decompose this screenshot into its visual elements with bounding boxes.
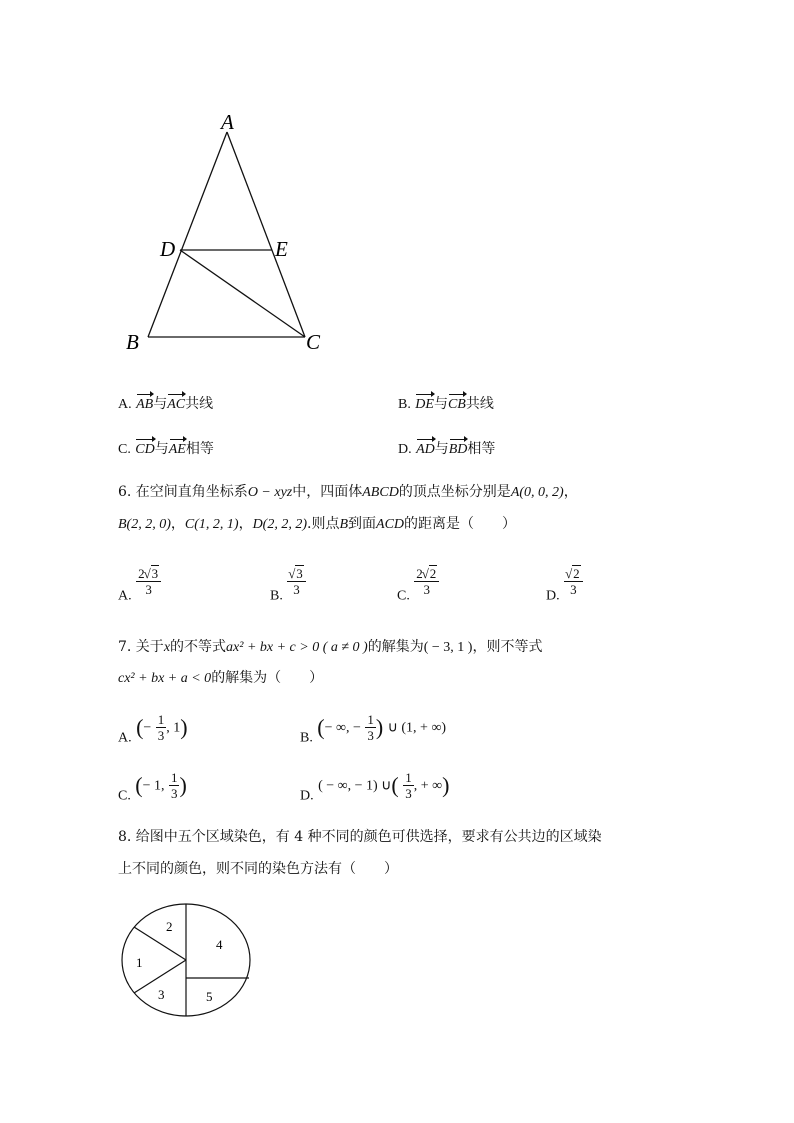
q6-tetrahedron: ABCD [362, 485, 399, 500]
denominator: 3 [423, 582, 431, 597]
q5-option-b [398, 393, 494, 415]
coefficient: 2 [138, 566, 145, 581]
q6-text: ， [238, 516, 253, 532]
q5-option-a [118, 393, 213, 415]
q6-point-b: B(2, 2, 0) [118, 517, 171, 532]
q6-text: 到面 [348, 516, 377, 532]
option-letter: D. [398, 442, 412, 457]
q6-coordinate-system: O − xyz [247, 485, 293, 500]
denominator: 3 [170, 786, 178, 801]
fraction [403, 770, 414, 801]
q6-fraction: 2 √ 2 3 [414, 566, 439, 597]
side-ab [148, 132, 227, 337]
option-word: 相等 [467, 441, 496, 457]
interval-start: − ∞, − [324, 720, 361, 736]
q6-text: 的顶点坐标分别是 [398, 484, 511, 500]
q7-inequality-2: cx² + bx + a < 0 [118, 671, 212, 686]
radicand: 2 [429, 566, 437, 581]
numerator: 1 [170, 770, 178, 785]
interval-start: − 1, [142, 778, 165, 794]
q7-text: 的不等式 [170, 639, 227, 655]
vector-ad: AD [416, 438, 435, 460]
label-e: E [275, 237, 288, 261]
fraction [365, 712, 376, 743]
q7-text: 的解集为 [367, 639, 424, 655]
q5-option-c [118, 438, 214, 460]
q6-point-name: B [339, 517, 349, 532]
option-letter: B. [270, 588, 283, 604]
q6-option-c [397, 566, 439, 607]
option-word: 与 [154, 441, 169, 457]
q7-option-d [300, 770, 449, 807]
q8-stem-line-2: 上不同的颜色，则不同的染色方法有（ ） [118, 861, 398, 877]
q6-fraction: 2 √ 3 3 [136, 566, 161, 597]
side-ac [227, 132, 305, 337]
radicand: 3 [151, 566, 159, 581]
region-diagram [118, 903, 258, 1023]
q7-stem-line-2 [118, 668, 323, 689]
q7-option-b [300, 712, 446, 749]
q6-stem-line-2 [118, 514, 516, 535]
q6-text: 6. 在空间直角坐标系 [118, 484, 248, 500]
region-label-4: 4 [216, 937, 223, 952]
numerator: 1 [405, 770, 412, 785]
region-label-5: 5 [206, 989, 213, 1004]
label-d: D [160, 237, 176, 261]
q8-stem-line-1: 8. 给图中五个区域染色，有 4 种不同的颜色可供选择，要求有公共边的区域染 [118, 829, 602, 845]
interval-start: ( − ∞, − 1) ∪ [318, 778, 392, 794]
q6-fraction: √ 2 3 [564, 566, 583, 597]
paren: ) [442, 772, 450, 798]
q5-option-d [398, 438, 495, 460]
vector-de: DE [415, 393, 434, 415]
q7-text: 7. 关于 [118, 639, 164, 655]
region-label-1: 1 [136, 955, 143, 970]
option-letter: D. [300, 788, 314, 804]
q6-point-c: C(1, 2, 1) [184, 517, 239, 532]
label-a: A [221, 110, 234, 134]
option-letter: C. [118, 788, 131, 804]
vector-ac: AC [167, 393, 185, 415]
fraction [169, 770, 180, 801]
option-word: 与 [153, 396, 168, 412]
paren: ( [391, 772, 399, 798]
q6-text: 的距离是（ ） [404, 516, 517, 532]
paren: ( [317, 714, 325, 740]
denominator: 3 [145, 582, 152, 597]
paren: ) [375, 714, 384, 740]
option-letter: B. [300, 730, 313, 746]
option-letter: A. [118, 730, 132, 746]
minus-sign: − [143, 720, 152, 736]
interval-end: , 1 [166, 720, 181, 736]
vector-ae: AE [169, 438, 186, 460]
option-word: 与 [433, 396, 448, 412]
q6-face: ACD [376, 517, 405, 532]
q7-text: 的解集为（ ） [211, 670, 324, 686]
option-letter: A. [118, 588, 132, 604]
q6-text: ， [563, 484, 578, 500]
q7-variable: x [163, 640, 171, 655]
q7-option-a [118, 712, 188, 749]
denominator: 3 [405, 786, 412, 801]
q6-fraction: √ 3 3 [287, 566, 306, 597]
coefficient: 2 [416, 566, 423, 581]
q7-stem-line-1 [118, 637, 542, 658]
label-b: B [126, 330, 139, 354]
option-letter: C. [118, 442, 131, 457]
paren: ( [135, 772, 143, 798]
q6-text: 中，四面体 [292, 484, 363, 500]
q6-text: .则点 [307, 516, 340, 532]
fraction [156, 712, 167, 743]
vector-cd: CD [135, 438, 154, 460]
option-letter: A. [118, 397, 132, 412]
q6-point-a: A(0, 0, 2) [510, 485, 564, 500]
segment-dc [180, 250, 305, 337]
union-interval: ∪ (1, + ∞) [387, 720, 447, 736]
region-label-3: 3 [158, 987, 165, 1002]
triangle-figure [120, 105, 340, 360]
region-label-2: 2 [166, 919, 173, 934]
denominator: 3 [157, 728, 165, 743]
q7-inequality: ax² + bx + c > 0 ( a ≠ 0 ) [226, 640, 368, 655]
vector-cb: CB [448, 393, 466, 415]
radicand: 3 [296, 566, 303, 581]
q6-option-a [118, 566, 161, 607]
denominator: 3 [293, 582, 300, 597]
q6-stem-line-1 [118, 482, 578, 503]
q6-option-b [270, 566, 306, 607]
vector-bd: BD [449, 438, 468, 460]
denominator: 3 [570, 582, 577, 597]
numerator: 1 [157, 712, 165, 727]
q7-text: ，则不等式 [472, 639, 543, 655]
radicand: 2 [573, 566, 580, 581]
q7-option-c [118, 770, 187, 807]
option-word: 共线 [185, 396, 214, 412]
q6-text: ， [170, 516, 185, 532]
denominator: 3 [367, 728, 374, 743]
q6-point-d: D(2, 2, 2) [252, 517, 307, 532]
label-c: C [306, 330, 321, 354]
paren: ) [180, 714, 188, 740]
option-word: 与 [434, 441, 449, 457]
numerator: 1 [367, 712, 374, 727]
option-word: 共线 [465, 396, 494, 412]
option-word: 相等 [185, 441, 214, 457]
option-letter: B. [398, 397, 411, 412]
paren: ) [179, 772, 187, 798]
q7-solution-set: ( − 3, 1 ) [423, 640, 473, 655]
option-letter: C. [397, 588, 410, 604]
option-letter: D. [546, 588, 560, 604]
interval-end: , + ∞ [413, 778, 443, 794]
paren: ( [136, 714, 144, 740]
q6-option-d [546, 566, 583, 607]
vector-ab: AB [136, 393, 153, 415]
